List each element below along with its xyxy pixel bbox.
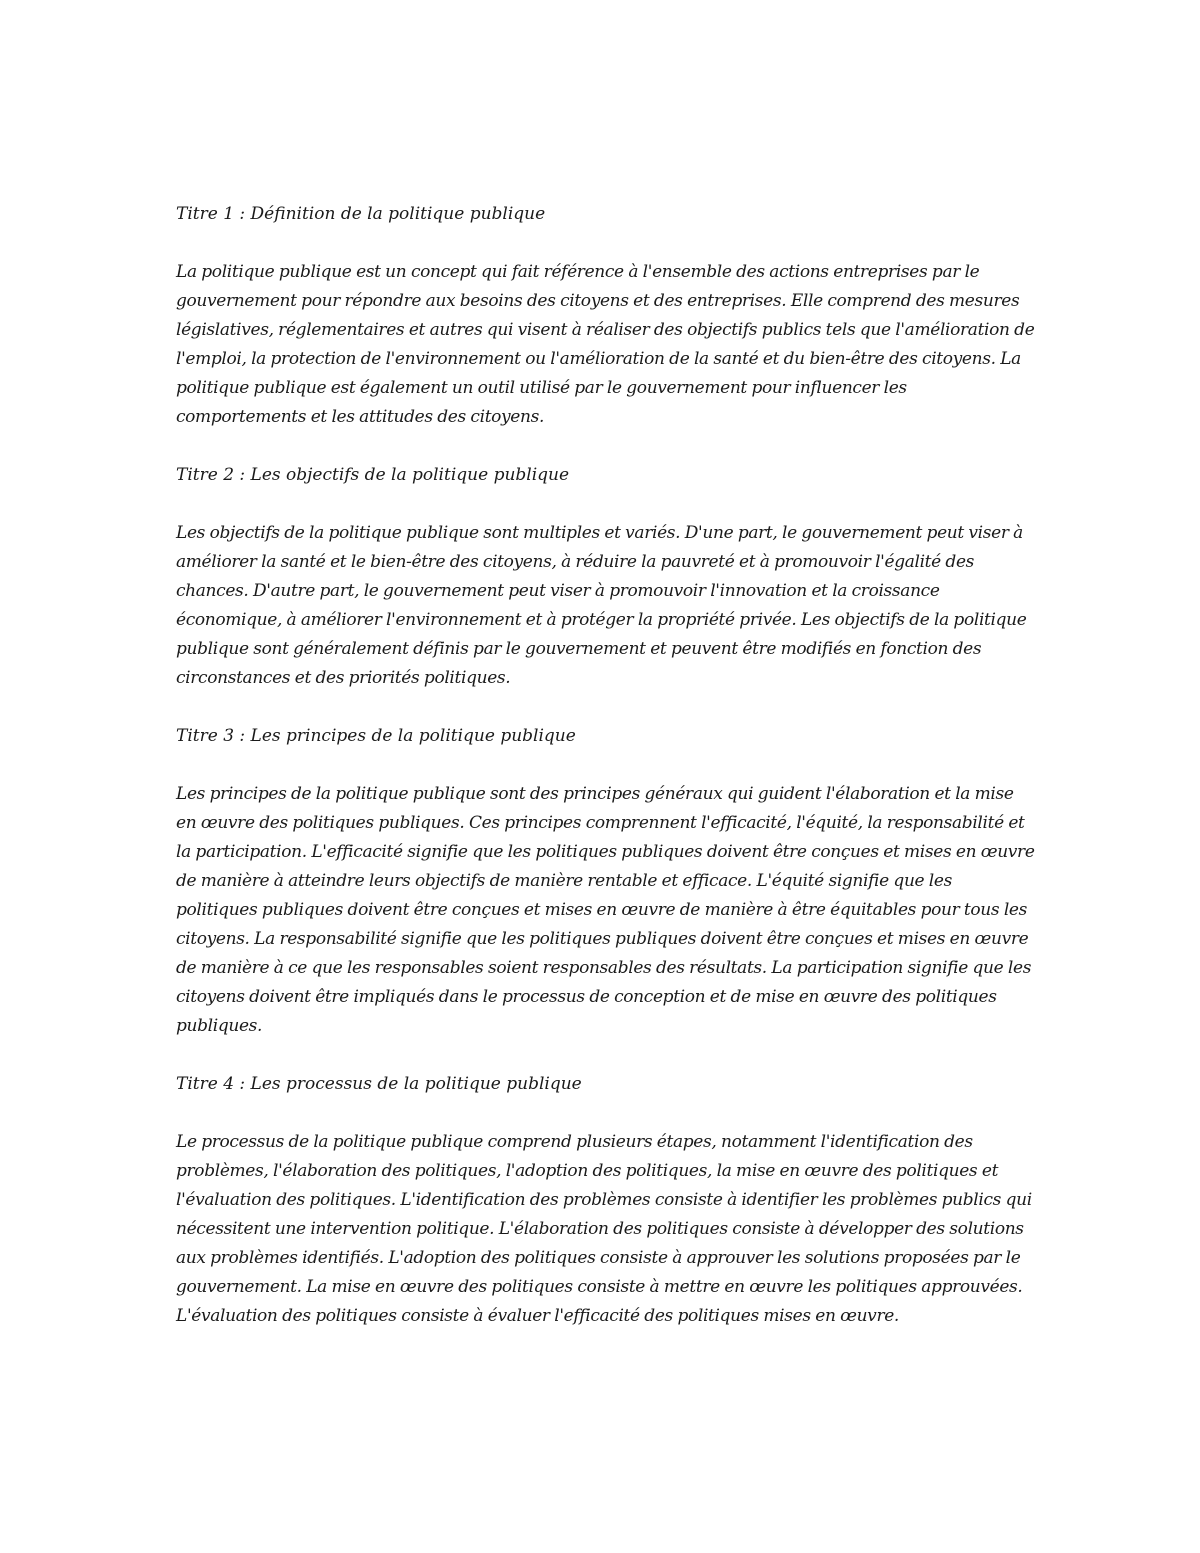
section-paragraph: Le processus de la politique publique comprend plusieurs étapes, notamment l'identification des problèmes, l'élaboration des politiques, l'adoption des politiques, la mise en œuvre des politiques et l'évaluation des politiques. L'identification des problèmes consiste à identifier les problèmes publics qui nécessitent une intervention politique. L'élaboration des politiques consiste à développer des solutions aux problèmes identifiés. L'adoption des politiques consiste à approuver les solutions proposées par le gouvernement. La mise en œuvre des politiques consiste à mettre en œuvre les politiques approuvées. L'évaluation des politiques consiste à évaluer l'efficacité des politiques mises en œuvre. xyxy=(176,1132,1032,1326)
section-title: Titre 1 : Définition de la politique publique xyxy=(176,204,546,224)
section-principes xyxy=(176,722,1036,1041)
section-paragraph: La politique publique est un concept qui fait référence à l'ensemble des actions entreprises par le gouvernement pour répondre aux besoins des citoyens et des entreprises. Elle comprend des mesures législatives, réglementaires et autres qui visent à réaliser des objectifs publics tels que l'amélioration de l'emploi, la protection de l'environnement ou l'amélioration de la santé et du bien-être des citoyens. La politique publique est également un outil utilisé par le gouvernement pour influencer les comportements et les attitudes des citoyens. xyxy=(176,262,1035,427)
section-title: Titre 4 : Les processus de la politique publique xyxy=(176,1074,582,1094)
document-content xyxy=(176,200,1036,1360)
section-paragraph: Les principes de la politique publique sont des principes généraux qui guident l'élaboration et la mise en œuvre des politiques publiques. Ces principes comprennent l'efficacité, l'équité, la responsabilité et la participation. L'efficacité signifie que les politiques publiques doivent être conçues et mises en œuvre de manière à atteindre leurs objectifs de manière rentable et efficace. L'équité signifie que les politiques publiques doivent être conçues et mises en œuvre de manière à être équitables pour tous les citoyens. La responsabilité signifie que les politiques publiques doivent être conçues et mises en œuvre de manière à ce que les responsables soient responsables des résultats. La participation signifie que les citoyens doivent être impliqués dans le processus de conception et de mise en œuvre des politiques publiques. xyxy=(176,784,1035,1036)
section-definition xyxy=(176,200,1036,432)
section-paragraph: Les objectifs de la politique publique sont multiples et variés. D'une part, le gouvernement peut viser à améliorer la santé et le bien-être des citoyens, à réduire la pauvreté et à promouvoir l'égalité des chances. D'autre part, le gouvernement peut viser à promouvoir l'innovation et la croissance économique, à améliorer l'environnement et à protéger la propriété privée. Les objectifs de la politique publique sont généralement définis par le gouvernement et peuvent être modifiés en fonction des circonstances et des priorités politiques. xyxy=(176,523,1027,688)
section-objectifs xyxy=(176,461,1036,693)
section-title: Titre 3 : Les principes de la politique publique xyxy=(176,726,576,746)
section-title: Titre 2 : Les objectifs de la politique publique xyxy=(176,465,570,485)
section-processus xyxy=(176,1070,1036,1331)
